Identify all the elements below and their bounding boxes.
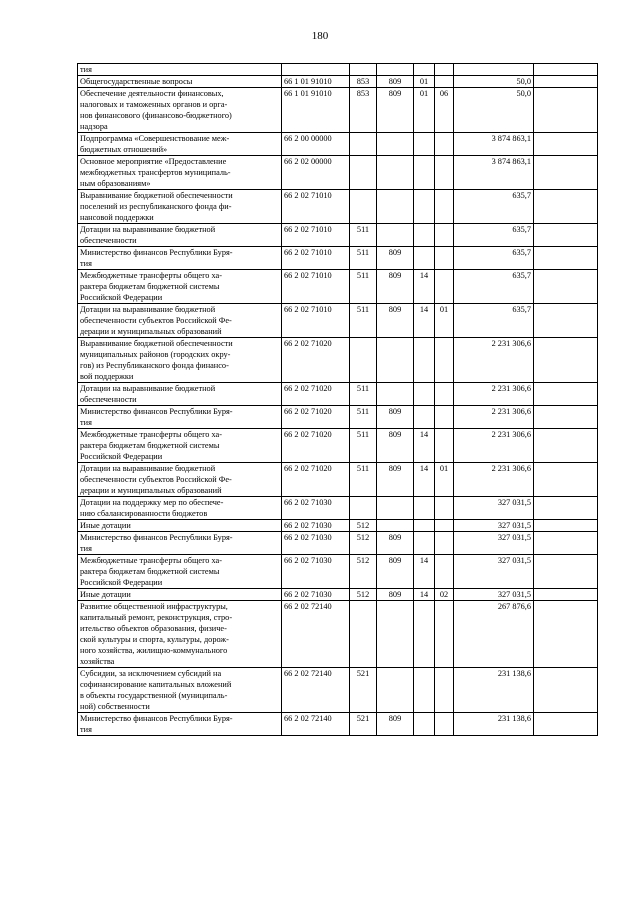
row-amount: 3 874 863,1 — [454, 133, 534, 156]
table-row — [78, 304, 598, 338]
row-amount: 635,7 — [454, 190, 534, 224]
row-name: Субсидии, за исключением субсидий на софинансирование капитальных вложений в объекты государственной (муниципаль- ной) собственности — [78, 668, 282, 713]
row-expense-type — [350, 497, 377, 520]
row-empty-cell — [534, 429, 598, 463]
row-section: 01 — [414, 88, 435, 133]
row-expense-type: 521 — [350, 713, 377, 736]
table-row — [78, 520, 598, 532]
row-expense-type: 521 — [350, 668, 377, 713]
row-subsection: 01 — [435, 463, 454, 497]
row-ministry-code — [377, 668, 414, 713]
row-empty-cell — [534, 156, 598, 190]
row-amount: 635,7 — [454, 304, 534, 338]
row-target-code: 66 2 02 72140 — [282, 601, 350, 668]
row-subsection: 01 — [435, 304, 454, 338]
table-row — [78, 713, 598, 736]
row-expense-type: 511 — [350, 270, 377, 304]
table-row — [78, 406, 598, 429]
row-ministry-code — [377, 190, 414, 224]
row-empty-cell — [534, 76, 598, 88]
row-section — [414, 668, 435, 713]
row-empty-cell — [534, 668, 598, 713]
table-row — [78, 429, 598, 463]
row-name: Межбюджетные трансферты общего ха- рактера бюджетам бюджетной системы Российской Федерации — [78, 270, 282, 304]
row-section — [414, 383, 435, 406]
row-name: Иные дотации — [78, 589, 282, 601]
row-name: Министерство финансов Республики Буря- тия — [78, 406, 282, 429]
table-row — [78, 497, 598, 520]
row-ministry-code: 809 — [377, 463, 414, 497]
row-section — [414, 406, 435, 429]
row-expense-type: 512 — [350, 589, 377, 601]
row-subsection — [435, 383, 454, 406]
row-target-code: 66 2 02 71020 — [282, 406, 350, 429]
table-row — [78, 668, 598, 713]
row-amount: 327 031,5 — [454, 589, 534, 601]
row-ministry-code: 809 — [377, 713, 414, 736]
row-target-code: 66 2 02 71030 — [282, 497, 350, 520]
row-empty-cell — [534, 133, 598, 156]
row-subsection — [435, 429, 454, 463]
row-amount: 2 231 306,6 — [454, 406, 534, 429]
row-ministry-code: 809 — [377, 88, 414, 133]
row-target-code: 66 2 02 71010 — [282, 270, 350, 304]
row-empty-cell — [534, 64, 598, 76]
row-ministry-code — [377, 601, 414, 668]
row-name: Иные дотации — [78, 520, 282, 532]
row-expense-type: 853 — [350, 76, 377, 88]
row-subsection — [435, 555, 454, 589]
row-amount: 327 031,5 — [454, 520, 534, 532]
row-amount: 2 231 306,6 — [454, 383, 534, 406]
row-section: 14 — [414, 304, 435, 338]
row-name: Обеспечение деятельности финансовых, налоговых и таможенных органов и орга- нов финансового (финансово-бюджетного) надзора — [78, 88, 282, 133]
table-row — [78, 88, 598, 133]
row-target-code: 66 2 02 71020 — [282, 463, 350, 497]
row-expense-type: 511 — [350, 383, 377, 406]
row-amount: 231 138,6 — [454, 668, 534, 713]
row-empty-cell — [534, 555, 598, 589]
table-row — [78, 383, 598, 406]
row-ministry-code: 809 — [377, 429, 414, 463]
table-row — [78, 247, 598, 270]
row-empty-cell — [534, 190, 598, 224]
row-target-code: 66 2 02 71020 — [282, 429, 350, 463]
table-row — [78, 224, 598, 247]
row-empty-cell — [534, 270, 598, 304]
row-section — [414, 601, 435, 668]
row-ministry-code — [377, 520, 414, 532]
row-section: 01 — [414, 76, 435, 88]
row-name: Министерство финансов Республики Буря- тия — [78, 247, 282, 270]
row-amount: 267 876,6 — [454, 601, 534, 668]
row-target-code: 66 2 02 71030 — [282, 532, 350, 555]
row-section: 14 — [414, 429, 435, 463]
row-empty-cell — [534, 247, 598, 270]
row-amount: 3 874 863,1 — [454, 156, 534, 190]
table-row — [78, 190, 598, 224]
row-target-code: 66 2 02 71030 — [282, 589, 350, 601]
row-expense-type: 511 — [350, 247, 377, 270]
row-target-code — [282, 64, 350, 76]
row-subsection — [435, 190, 454, 224]
row-amount: 231 138,6 — [454, 713, 534, 736]
row-target-code: 66 2 02 71010 — [282, 304, 350, 338]
row-expense-type — [350, 156, 377, 190]
row-name: Выравнивание бюджетной обеспеченности поселений из республиканского фонда фи- нансовой поддержки — [78, 190, 282, 224]
row-expense-type — [350, 190, 377, 224]
row-ministry-code: 809 — [377, 589, 414, 601]
row-amount: 635,7 — [454, 270, 534, 304]
row-subsection — [435, 64, 454, 76]
row-target-code: 66 1 01 91010 — [282, 88, 350, 133]
row-ministry-code: 809 — [377, 76, 414, 88]
row-empty-cell — [534, 88, 598, 133]
table-row — [78, 601, 598, 668]
row-name: тия — [78, 64, 282, 76]
row-name: Дотации на выравнивание бюджетной обеспеченности — [78, 383, 282, 406]
row-ministry-code: 809 — [377, 532, 414, 555]
row-subsection — [435, 601, 454, 668]
row-section — [414, 532, 435, 555]
row-name: Основное мероприятие «Предоставление межбюджетных трансфертов муниципаль- ным образованиям» — [78, 156, 282, 190]
row-empty-cell — [534, 338, 598, 383]
table-row — [78, 156, 598, 190]
row-expense-type: 511 — [350, 463, 377, 497]
row-section: 14 — [414, 463, 435, 497]
row-ministry-code: 809 — [377, 247, 414, 270]
row-target-code: 66 2 02 00000 — [282, 156, 350, 190]
row-target-code: 66 2 02 71030 — [282, 555, 350, 589]
row-section — [414, 520, 435, 532]
row-section — [414, 156, 435, 190]
row-amount: 635,7 — [454, 224, 534, 247]
table-row — [78, 76, 598, 88]
row-ministry-code: 809 — [377, 304, 414, 338]
row-subsection — [435, 224, 454, 247]
row-target-code: 66 2 02 71010 — [282, 247, 350, 270]
row-ministry-code — [377, 156, 414, 190]
row-subsection — [435, 668, 454, 713]
row-name: Выравнивание бюджетной обеспеченности муниципальных районов (городских окру- гов) из Республиканского фонда финансо- вой поддержки — [78, 338, 282, 383]
row-empty-cell — [534, 224, 598, 247]
row-name: Дотации на поддержку мер по обеспече- нию сбалансированности бюджетов — [78, 497, 282, 520]
row-name: Развитие общественной инфраструктуры, капитальный ремонт, реконструкция, стро- ительство объектов образования, физиче- ской культуры и спорта, культуры, дорож- ного хозяйства, жилищно-коммунального хозяйства — [78, 601, 282, 668]
row-section — [414, 713, 435, 736]
row-amount: 50,0 — [454, 76, 534, 88]
row-target-code: 66 1 01 91010 — [282, 76, 350, 88]
row-amount: 2 231 306,6 — [454, 429, 534, 463]
row-section — [414, 497, 435, 520]
row-expense-type: 511 — [350, 406, 377, 429]
row-expense-type — [350, 601, 377, 668]
row-expense-type — [350, 64, 377, 76]
row-ministry-code — [377, 338, 414, 383]
row-ministry-code — [377, 133, 414, 156]
row-ministry-code — [377, 224, 414, 247]
row-ministry-code — [377, 64, 414, 76]
row-expense-type: 512 — [350, 520, 377, 532]
row-name: Дотации на выравнивание бюджетной обеспеченности субъектов Российской Фе- дерации и муниципальных образований — [78, 463, 282, 497]
row-section — [414, 338, 435, 383]
row-empty-cell — [534, 532, 598, 555]
row-name: Межбюджетные трансферты общего ха- рактера бюджетам бюджетной системы Российской Федерации — [78, 429, 282, 463]
row-subsection — [435, 133, 454, 156]
row-empty-cell — [534, 304, 598, 338]
row-target-code: 66 2 02 72140 — [282, 668, 350, 713]
row-section — [414, 64, 435, 76]
row-expense-type — [350, 133, 377, 156]
row-section — [414, 190, 435, 224]
row-subsection — [435, 338, 454, 383]
row-target-code: 66 2 02 71010 — [282, 224, 350, 247]
row-expense-type — [350, 338, 377, 383]
row-target-code: 66 2 02 71030 — [282, 520, 350, 532]
row-subsection — [435, 497, 454, 520]
row-amount: 2 231 306,6 — [454, 463, 534, 497]
row-expense-type: 512 — [350, 532, 377, 555]
budget-table-body — [78, 64, 598, 736]
row-subsection — [435, 76, 454, 88]
row-target-code: 66 2 00 00000 — [282, 133, 350, 156]
table-row — [78, 532, 598, 555]
row-subsection — [435, 520, 454, 532]
row-subsection — [435, 713, 454, 736]
row-ministry-code — [377, 383, 414, 406]
table-row — [78, 463, 598, 497]
row-amount: 635,7 — [454, 247, 534, 270]
budget-table — [77, 63, 598, 736]
row-target-code: 66 2 02 72140 — [282, 713, 350, 736]
row-section — [414, 224, 435, 247]
row-section: 14 — [414, 270, 435, 304]
row-name: Дотации на выравнивание бюджетной обеспеченности — [78, 224, 282, 247]
row-empty-cell — [534, 589, 598, 601]
row-section — [414, 133, 435, 156]
row-target-code: 66 2 02 71020 — [282, 338, 350, 383]
row-amount: 2 231 306,6 — [454, 338, 534, 383]
row-empty-cell — [534, 520, 598, 532]
row-name: Министерство финансов Республики Буря- тия — [78, 532, 282, 555]
row-target-code: 66 2 02 71020 — [282, 383, 350, 406]
table-row — [78, 555, 598, 589]
table-row — [78, 338, 598, 383]
row-amount — [454, 64, 534, 76]
row-section: 14 — [414, 589, 435, 601]
table-row — [78, 589, 598, 601]
row-subsection: 02 — [435, 589, 454, 601]
row-expense-type: 853 — [350, 88, 377, 133]
row-empty-cell — [534, 713, 598, 736]
page-number: 180 — [311, 30, 329, 42]
table-row — [78, 64, 598, 76]
row-amount: 50,0 — [454, 88, 534, 133]
row-subsection — [435, 270, 454, 304]
table-row — [78, 133, 598, 156]
row-empty-cell — [534, 383, 598, 406]
row-name: Министерство финансов Республики Буря- тия — [78, 713, 282, 736]
row-empty-cell — [534, 406, 598, 429]
row-ministry-code: 809 — [377, 270, 414, 304]
row-ministry-code: 809 — [377, 555, 414, 589]
row-expense-type: 511 — [350, 224, 377, 247]
row-name: Подпрограмма «Совершенствование меж- бюджетных отношений» — [78, 133, 282, 156]
row-empty-cell — [534, 497, 598, 520]
row-section: 14 — [414, 555, 435, 589]
row-expense-type: 511 — [350, 429, 377, 463]
row-ministry-code: 809 — [377, 406, 414, 429]
row-section — [414, 247, 435, 270]
row-subsection — [435, 406, 454, 429]
row-subsection — [435, 532, 454, 555]
row-name: Общегосударственные вопросы — [78, 76, 282, 88]
row-amount: 327 031,5 — [454, 555, 534, 589]
row-empty-cell — [534, 463, 598, 497]
row-ministry-code — [377, 497, 414, 520]
row-subsection: 06 — [435, 88, 454, 133]
row-target-code: 66 2 02 71010 — [282, 190, 350, 224]
row-subsection — [435, 156, 454, 190]
row-expense-type: 512 — [350, 555, 377, 589]
row-expense-type: 511 — [350, 304, 377, 338]
row-name: Дотации на выравнивание бюджетной обеспеченности субъектов Российской Фе- дерации и муниципальных образований — [78, 304, 282, 338]
row-amount: 327 031,5 — [454, 497, 534, 520]
row-empty-cell — [534, 601, 598, 668]
row-amount: 327 031,5 — [454, 532, 534, 555]
table-row — [78, 270, 598, 304]
row-name: Межбюджетные трансферты общего ха- рактера бюджетам бюджетной системы Российской Федерации — [78, 555, 282, 589]
row-subsection — [435, 247, 454, 270]
